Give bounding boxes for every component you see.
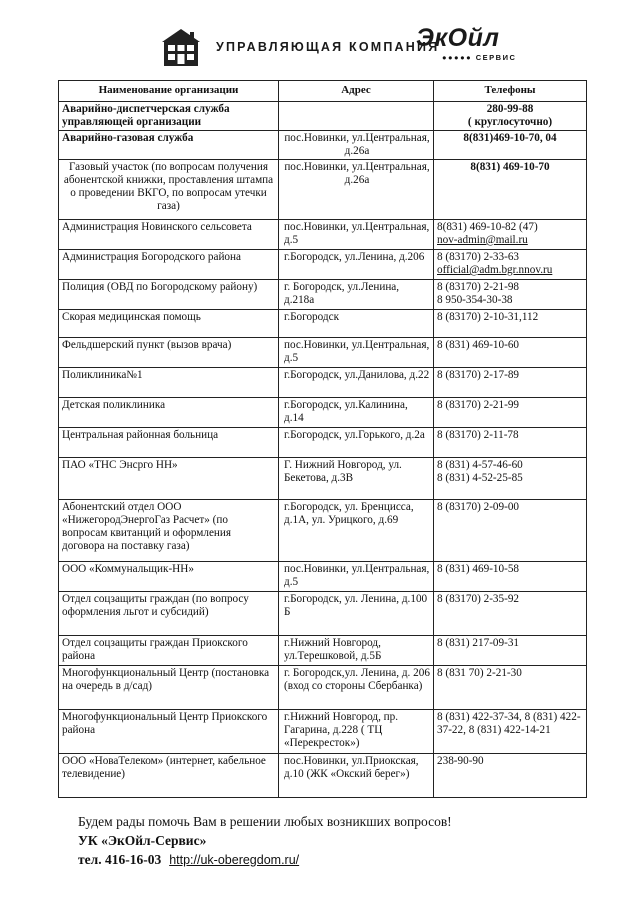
org-name: Администрация Богородского района: [59, 250, 279, 280]
org-phones: 8 (83170) 2-09-00: [434, 500, 587, 562]
org-phones: 8 (83170) 2-21-98 8 950-354-30-38: [434, 280, 587, 310]
brand-subtitle: ●●●●● СЕРВИС: [442, 53, 517, 62]
table-row: [59, 562, 587, 592]
footer-phone: тел. 416-16-03: [78, 852, 162, 867]
org-address: [279, 102, 434, 131]
org-address: г.Нижний Новгород, ул.Терешковой, д.5Б: [279, 636, 434, 666]
org-address: г.Богородск, ул.Горького, д.2а: [279, 428, 434, 458]
org-name: ПАО «ТНС Энсрго НН»: [59, 458, 279, 500]
org-name: Полиция (ОВД по Богородскому району): [59, 280, 279, 310]
org-name: Аварийно-газовая служба: [59, 131, 279, 160]
org-phones: 8 (831) 217-09-31: [434, 636, 587, 666]
website-link[interactable]: http://uk-oberegdom.ru/: [169, 853, 300, 867]
email-link[interactable]: nov-admin@mail.ru: [437, 234, 528, 246]
org-name: Аварийно-диспетчерская служба управляющей организации: [59, 102, 279, 131]
org-address: пос.Новинки, ул.Центральная, д.26а: [279, 131, 434, 160]
footer-company: УК «ЭкОйл-Сервис»: [78, 833, 207, 848]
org-phones: 8 (831) 469-10-58: [434, 562, 587, 592]
org-name: Скорая медицинская помощь: [59, 310, 279, 338]
table-row: [59, 458, 587, 500]
org-name: Многофункциональный Центр Приокского района: [59, 710, 279, 754]
table-row: [59, 280, 587, 310]
document-header: [160, 22, 520, 72]
org-address: пос.Новинки, ул.Приокская, д.10 (ЖК «Окский берег»): [279, 754, 434, 798]
column-header-address: Адрес: [279, 81, 434, 102]
org-phones: 8 (831) 4-57-46-60 8 (831) 4-52-25-85: [434, 458, 587, 500]
org-phones: 8 (83170) 2-33-63 official@adm.bgr.nnov.ru: [434, 250, 587, 280]
org-phones: 280-99-88 ( круглосуточно): [434, 102, 587, 131]
org-address: г. Богородск,ул. Ленина, д. 206 (вход со стороны Сбербанка): [279, 666, 434, 710]
org-name: Администрация Новинского сельсовета: [59, 220, 279, 250]
org-name: Центральная районная больница: [59, 428, 279, 458]
org-address: г.Богородск, ул. Бренцисса, д.1А, ул. Урицкого, д.69: [279, 500, 434, 562]
footer-contacts: [78, 850, 452, 870]
company-label: УПРАВЛЯЮЩАЯ КОМПАНИЯ: [216, 40, 440, 54]
org-phones: 8 (831 70) 2-21-30: [434, 666, 587, 710]
org-name: Многофункциональный Центр (постановка на очередь в д/сад): [59, 666, 279, 710]
org-name: Газовый участок (по вопросам получения абонентской книжки, проставления штампа о проведении ВКГО, по вопросам утечки газа): [59, 160, 279, 220]
org-phones: 8 (83170) 2-21-99: [434, 398, 587, 428]
contacts-table: [58, 80, 587, 798]
org-name: ООО «Коммунальщик-НН»: [59, 562, 279, 592]
org-name: Фельдшерский пункт (вызов врача): [59, 338, 279, 368]
org-phones: 8 (83170) 2-17-89: [434, 368, 587, 398]
column-header-phones: Телефоны: [434, 81, 587, 102]
org-phones: 8 (83170) 2-10-31,112: [434, 310, 587, 338]
org-phones: 8(831) 469-10-82 (47) nov-admin@mail.ru: [434, 220, 587, 250]
table-row: [59, 592, 587, 636]
table-row: [59, 131, 587, 160]
org-name: Отдел соцзащиты граждан Приокского района: [59, 636, 279, 666]
org-name: ООО «НоваТелеком» (интернет, кабельное телевидение): [59, 754, 279, 798]
org-address: Г. Нижний Новгород, ул. Бекетова, д.3В: [279, 458, 434, 500]
table-row: [59, 754, 587, 798]
table-row: [59, 310, 587, 338]
org-address: г.Нижний Новгород, пр. Гагарина, д.228 ( ТЦ «Перекресток»): [279, 710, 434, 754]
org-address: пос.Новинки, ул.Центральная, д.5: [279, 220, 434, 250]
brand-name: ЭкОйл: [416, 24, 500, 52]
brand-logo: [416, 24, 517, 62]
table-row: [59, 500, 587, 562]
email-link[interactable]: official@adm.bgr.nnov.ru: [437, 264, 553, 276]
table-row: [59, 368, 587, 398]
table-row: [59, 636, 587, 666]
footer-message: Будем рады помочь Вам в решении любых возникших вопросов!: [78, 814, 452, 829]
column-header-name: Наименование организации: [59, 81, 279, 102]
table-row: [59, 338, 587, 368]
org-name: Абонентский отдел ООО «НижегородЭнергоГаз Расчет» (по вопросам квитанций и оформления договора на поставку газа): [59, 500, 279, 562]
table-row: [59, 398, 587, 428]
org-phones: 8 (83170) 2-11-78: [434, 428, 587, 458]
org-name: Детская поликлиника: [59, 398, 279, 428]
table-row: [59, 666, 587, 710]
org-phones: 8(831) 469-10-70: [434, 160, 587, 220]
org-phones: 8 (831) 422-37-34, 8 (831) 422-37-22, 8 (831) 422-14-21: [434, 710, 587, 754]
org-address: г.Богородск, ул.Ленина, д.206: [279, 250, 434, 280]
table-row: [59, 220, 587, 250]
org-name: Отдел соцзащиты граждан (по вопросу оформления льгот и субсидий): [59, 592, 279, 636]
table-header-row: [59, 81, 587, 102]
table-row: [59, 160, 587, 220]
org-address: г.Богородск: [279, 310, 434, 338]
org-address: г.Богородск, ул. Ленина, д.100 Б: [279, 592, 434, 636]
org-address: г. Богородск, ул.Ленина, д.218а: [279, 280, 434, 310]
table-row: [59, 250, 587, 280]
org-name: Поликлиника№1: [59, 368, 279, 398]
org-address: г.Богородск, ул.Калинина, д.14: [279, 398, 434, 428]
table-row: [59, 710, 587, 754]
org-phones: 8(831)469-10-70, 04: [434, 131, 587, 160]
org-address: пос.Новинки, ул.Центральная, д.5: [279, 562, 434, 592]
org-phones: 238-90-90: [434, 754, 587, 798]
document-footer: [78, 812, 452, 870]
table-row: [59, 428, 587, 458]
org-phones: 8 (831) 469-10-60: [434, 338, 587, 368]
org-phones: 8 (83170) 2-35-92: [434, 592, 587, 636]
org-address: пос.Новинки, ул.Центральная, д.5: [279, 338, 434, 368]
org-address: г.Богородск, ул.Данилова, д.22: [279, 368, 434, 398]
org-address: пос.Новинки, ул.Центральная, д.26а: [279, 160, 434, 220]
table-row: [59, 102, 587, 131]
house-logo-icon: [160, 26, 202, 68]
